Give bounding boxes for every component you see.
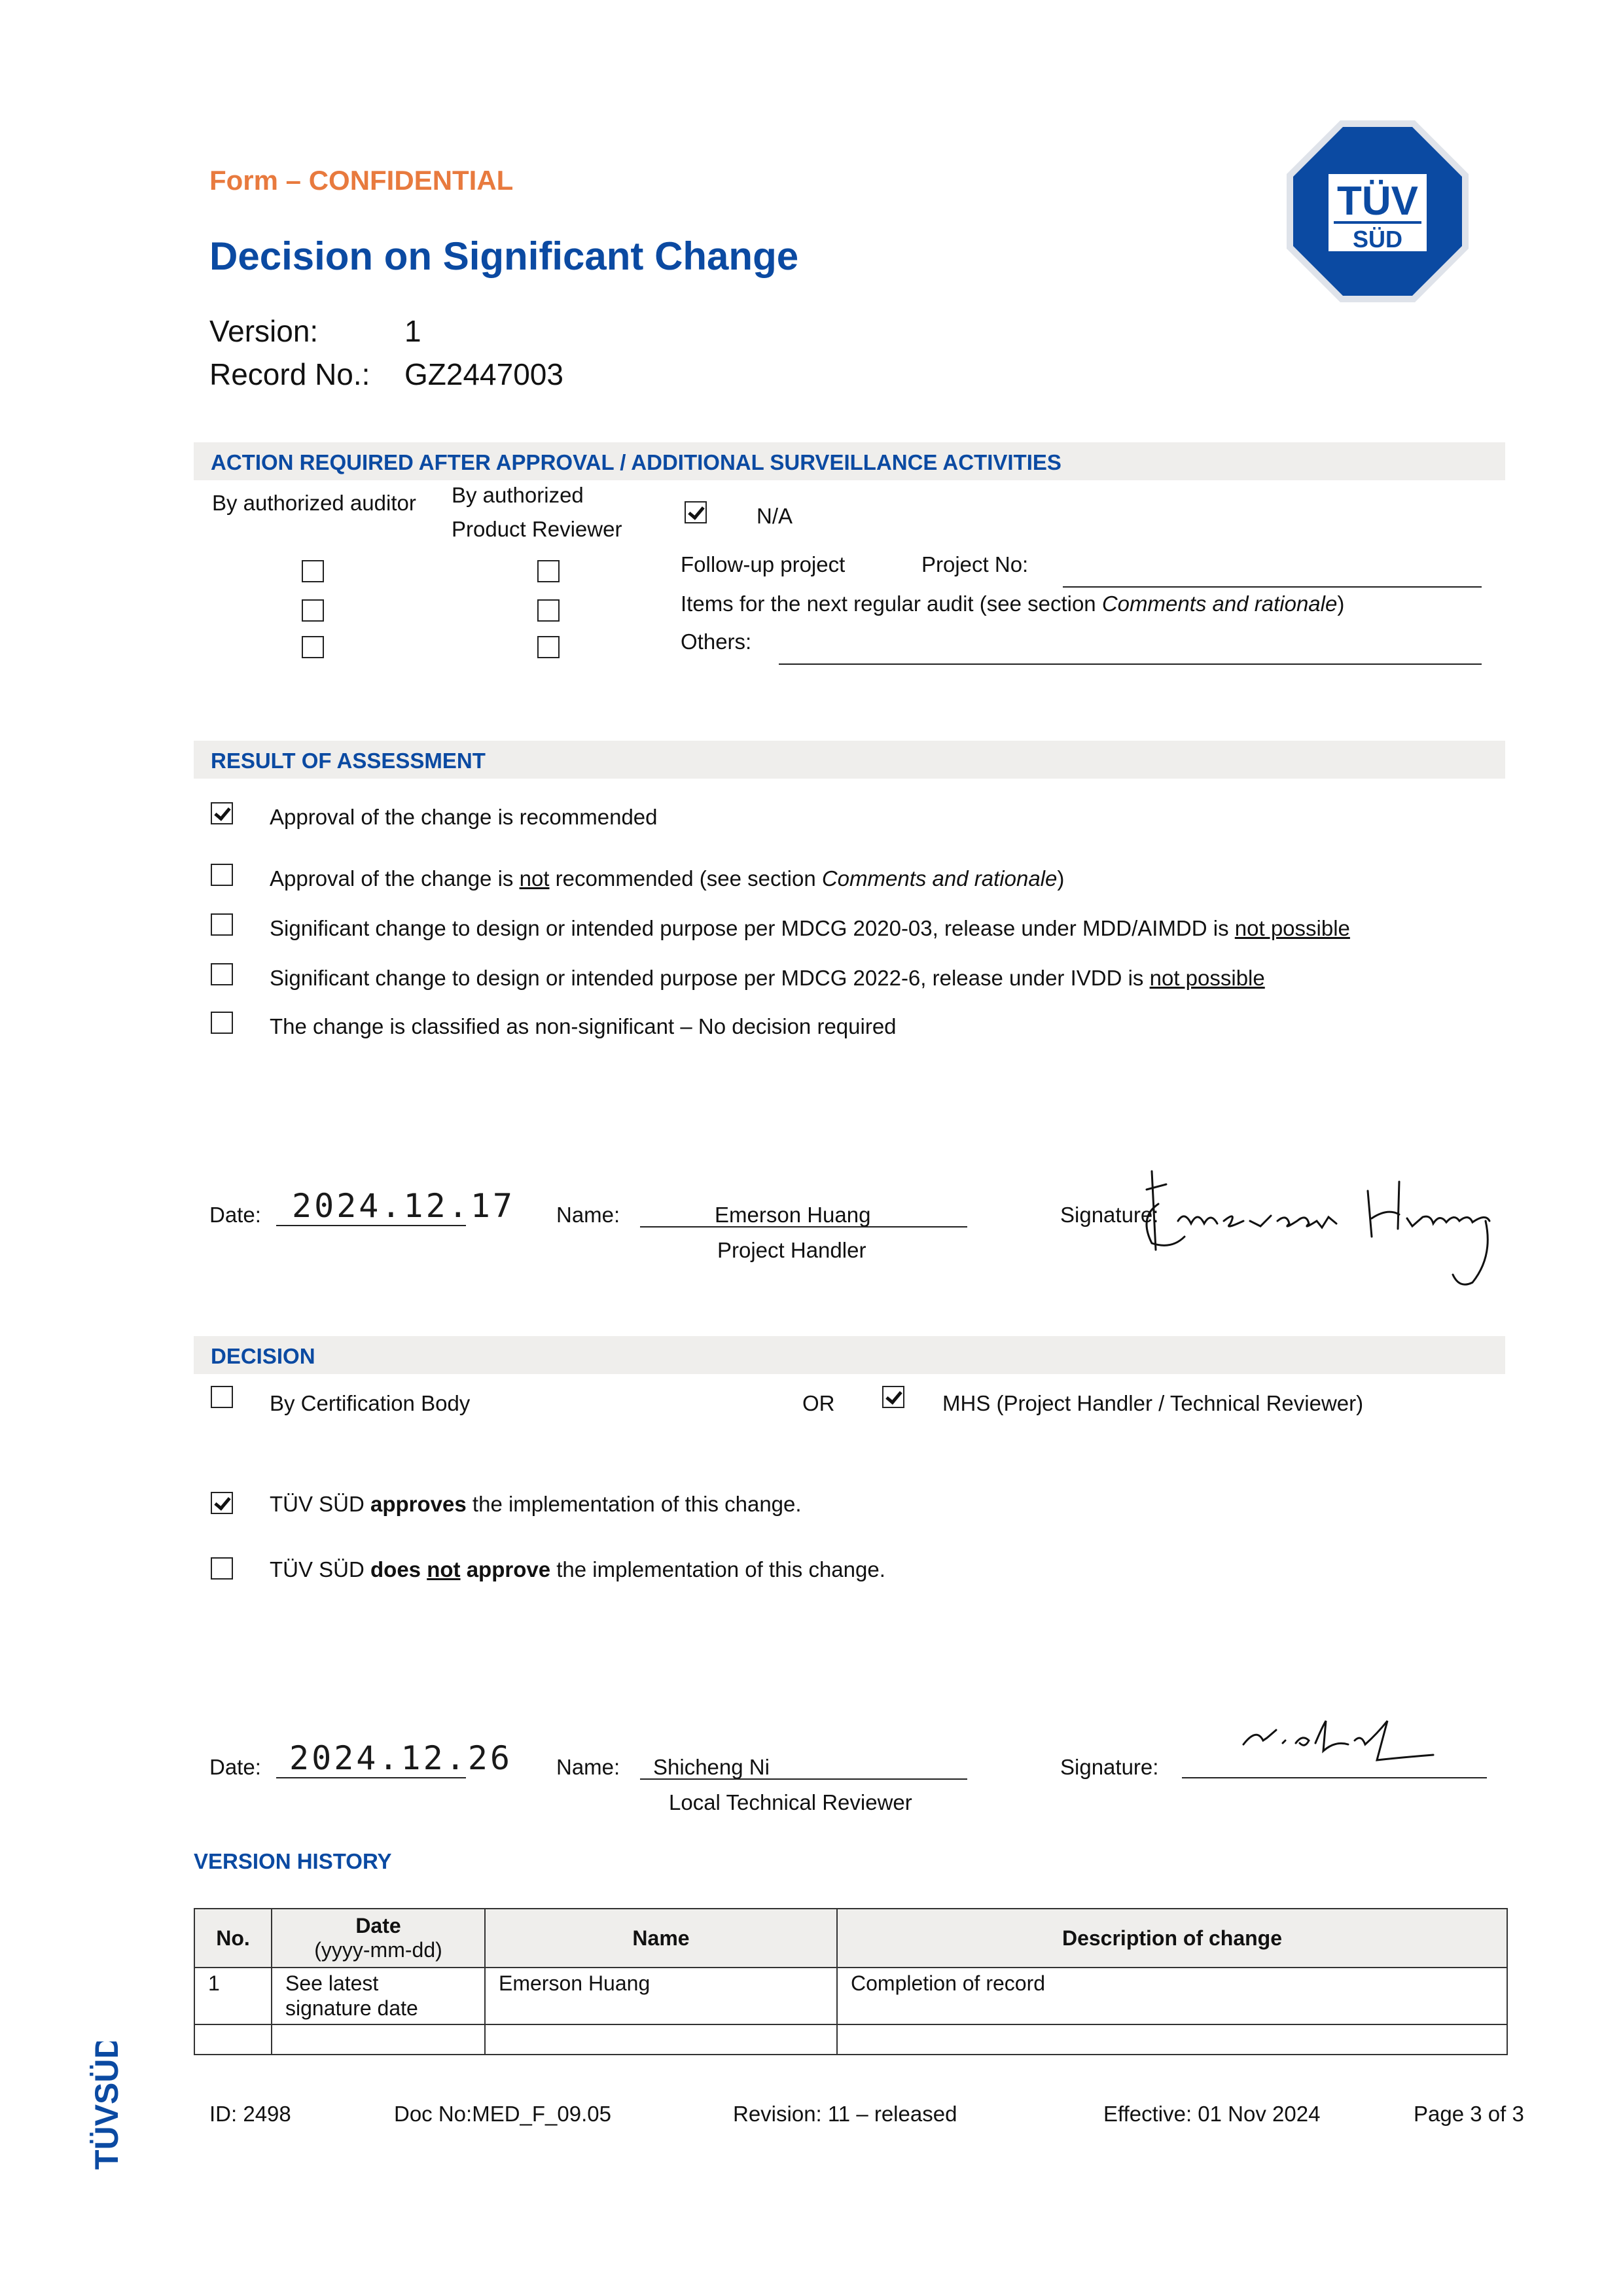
version-value: 1: [404, 314, 421, 348]
record-label: Record No.:: [209, 357, 370, 391]
result-section-header: [194, 741, 1505, 779]
others-label: Others:: [681, 629, 752, 654]
approves-checkbox[interactable]: [211, 1492, 233, 1514]
approval-recommended-label: Approval of the change is recommended: [270, 805, 658, 829]
decision-name-value: Shicheng Ni: [653, 1755, 770, 1779]
actions-section-header: [194, 442, 1505, 480]
not-approve-label: TÜV SÜD does not approve the implementation of this change.: [270, 1557, 885, 1581]
tuv-sud-logo: [1283, 116, 1472, 306]
result-date-value: 2024.12.17: [292, 1187, 516, 1225]
side-tuv-logo: [79, 2041, 131, 2172]
approval-not-recommended-checkbox[interactable]: [211, 864, 233, 886]
result-name-line: [640, 1226, 967, 1227]
reviewer-followup-checkbox[interactable]: [537, 560, 560, 582]
version-history-heading: VERSION HISTORY: [194, 1849, 392, 1873]
project-no-label: Project No:: [921, 552, 1029, 576]
page-title: Decision on Significant Change: [209, 234, 799, 278]
decision-name-line: [640, 1778, 967, 1780]
decision-heading: DECISION: [211, 1344, 315, 1368]
svg-text:TÜVSÜD: TÜVSÜD: [88, 2041, 125, 2170]
result-signature-label: Signature:: [1060, 1203, 1159, 1227]
version-label: Version:: [209, 314, 319, 348]
non-significant-checkbox[interactable]: [211, 1012, 233, 1034]
auditor-followup-checkbox[interactable]: [302, 560, 324, 582]
version-history-table: [194, 1908, 1508, 2055]
items-label: Items for the next regular audit (see section Comments and rationale): [681, 592, 1345, 616]
record-value: GZ2447003: [404, 357, 563, 391]
decision-name-label: Name:: [556, 1755, 620, 1779]
col-auditor-label: By authorized auditor: [212, 491, 416, 515]
result-heading: RESULT OF ASSESSMENT: [211, 749, 486, 773]
mdcg-2020-checkbox[interactable]: [211, 913, 233, 936]
form-label: Form – CONFIDENTIAL: [209, 165, 514, 196]
footer-page: Page 3 of 3: [1414, 2102, 1524, 2126]
approves-label: TÜV SÜD approves the implementation of this change.: [270, 1492, 802, 1516]
result-date-label: Date:: [209, 1203, 261, 1227]
decision-date-label: Date:: [209, 1755, 261, 1779]
decision-signature: [1237, 1714, 1459, 1780]
svg-text:SÜD: SÜD: [1352, 226, 1403, 253]
mhs-checkbox[interactable]: [882, 1386, 904, 1408]
col-reviewer-label-1: By authorized: [452, 483, 584, 507]
by-certification-body-checkbox[interactable]: [211, 1386, 233, 1408]
others-field[interactable]: [779, 663, 1482, 665]
result-name-value: Emerson Huang: [715, 1203, 871, 1227]
footer-effective: Effective: 01 Nov 2024: [1103, 2102, 1321, 2126]
row-name: Emerson Huang: [485, 1968, 837, 2024]
not-approve-checkbox[interactable]: [211, 1557, 233, 1580]
project-no-field[interactable]: [1063, 586, 1482, 588]
mdcg-2020-label: Significant change to design or intended purpose per MDCG 2020-03, release under MDD/AIMDD is not possible: [270, 916, 1350, 940]
actions-heading: ACTION REQUIRED AFTER APPROVAL / ADDITIONAL SURVEILLANCE ACTIVITIES: [211, 450, 1061, 474]
result-date-line: [276, 1225, 466, 1226]
footer-doc-no: Doc No:MED_F_09.05: [394, 2102, 611, 2126]
footer-id: ID: 2498: [209, 2102, 291, 2126]
decision-section-header: [194, 1336, 1505, 1374]
result-role: Project Handler: [717, 1238, 866, 1262]
or-label: OR: [802, 1391, 835, 1415]
reviewer-others-checkbox[interactable]: [537, 636, 560, 658]
approval-not-recommended-label: Approval of the change is not recommended (see section Comments and rationale): [270, 866, 1065, 891]
result-name-label: Name:: [556, 1203, 620, 1227]
followup-label: Follow-up project: [681, 552, 846, 576]
na-label: N/A: [757, 504, 793, 528]
decision-role: Local Technical Reviewer: [669, 1790, 912, 1814]
table-row: [194, 1968, 1507, 2024]
reviewer-items-checkbox[interactable]: [537, 599, 560, 622]
mhs-label: MHS (Project Handler / Technical Reviewer): [942, 1391, 1364, 1415]
na-checkbox[interactable]: [685, 501, 707, 523]
col-name-header: Name: [485, 1909, 837, 1968]
col-reviewer-label-2: Product Reviewer: [452, 517, 622, 541]
result-signature: [1132, 1158, 1499, 1302]
col-no-header: No.: [194, 1909, 272, 1968]
auditor-items-checkbox[interactable]: [302, 599, 324, 622]
table-header-row: [194, 1909, 1507, 1968]
col-desc-header: Description of change: [837, 1909, 1507, 1968]
mdcg-2022-label: Significant change to design or intended purpose per MDCG 2022-6, release under IVDD is not possible: [270, 966, 1265, 990]
row-date: See latest signature date: [272, 1968, 485, 2024]
svg-text:TÜV: TÜV: [1337, 179, 1418, 224]
non-significant-label: The change is classified as non-significant – No decision required: [270, 1014, 897, 1038]
row-desc: Completion of record: [837, 1968, 1507, 2024]
footer-revision: Revision: 11 – released: [733, 2102, 957, 2126]
decision-date-line: [276, 1777, 466, 1778]
mdcg-2022-checkbox[interactable]: [211, 963, 233, 985]
decision-date-value: 2024.12.26: [289, 1739, 513, 1777]
auditor-others-checkbox[interactable]: [302, 636, 324, 658]
col-date-header: Date (yyyy-mm-dd): [272, 1909, 485, 1968]
decision-signature-label: Signature:: [1060, 1755, 1159, 1779]
approval-recommended-checkbox[interactable]: [211, 802, 233, 824]
by-certification-body-label: By Certification Body: [270, 1391, 471, 1415]
row-no: 1: [194, 1968, 272, 2024]
table-row-empty: [194, 2024, 1507, 2055]
